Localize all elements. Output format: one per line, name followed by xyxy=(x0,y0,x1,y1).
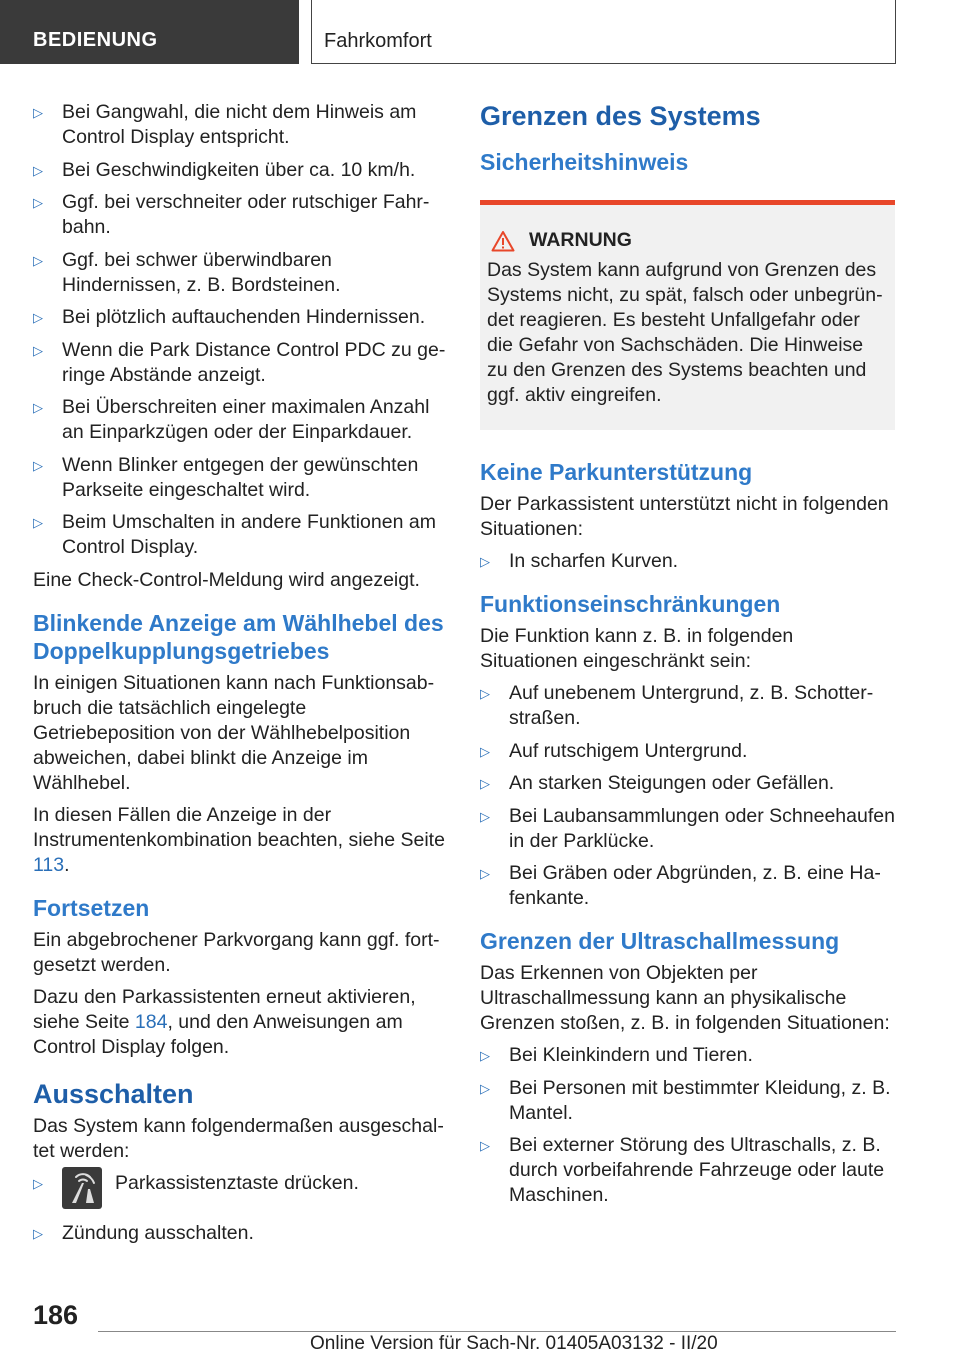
list-item: ▷ Ggf. bei schwer überwindbaren Hindernissen, z. B. Bordsteinen. xyxy=(33,248,341,296)
warning-triangle-icon xyxy=(491,230,515,252)
triangle-bullet-icon: ▷ xyxy=(480,1048,490,1063)
sicherheit-heading: Sicherheitshinweis xyxy=(480,149,689,175)
list-item: ▷ Bei plötzlich auftauchenden Hindernissen. xyxy=(33,306,426,328)
page-link-113[interactable]: 113 xyxy=(33,853,65,876)
keine-paragraph: Der Parkassistent unterstützt nicht in folgenden Situationen: xyxy=(480,493,889,540)
list-item: ▷ Bei Kleinkindern und Tieren. xyxy=(480,1044,753,1066)
blink-paragraph: In einigen Situationen kann nach Funktionsabbruch die tatsächlich eingelegte Getriebeposition von der Wählhebelposition abweichen, dabei blinkt die Anzeige im Wählhebel. xyxy=(33,671,435,794)
triangle-bullet-icon: ▷ xyxy=(33,400,43,415)
list-item: ▷ Bei Geschwindigkeiten über ca. 10 km/h. xyxy=(33,158,416,181)
triangle-bullet-icon: ▷ xyxy=(33,195,43,210)
triangle-bullet-icon: ▷ xyxy=(480,1080,490,1096)
triangle-bullet-icon: ▷ xyxy=(33,1175,43,1191)
left-column xyxy=(33,100,448,1253)
blink-paragraph-2: In diesen Fällen die Anzeige in der Instrumentenkombination beachten, siehe Seite 113. xyxy=(33,803,445,876)
list-item: ▷ Parkassistenztaste drücken. xyxy=(33,1171,448,1209)
triangle-bullet-icon: ▷ xyxy=(480,686,490,701)
triangle-bullet-icon: ▷ xyxy=(480,866,490,881)
triangle-bullet-icon: ▷ xyxy=(33,1225,43,1241)
triangle-bullet-icon: ▷ xyxy=(33,342,43,358)
list-item: ▷ Bei Gräben oder Abgründen, z. B. eine Hafenkante. xyxy=(480,862,881,909)
fortsetzen-paragraph: Ein abgebrochener Parkvorgang kann ggf. fortgesetzt werden. xyxy=(33,928,440,976)
park-assist-button-icon xyxy=(62,1167,102,1209)
warning-title: WARNUNG xyxy=(529,229,632,251)
triangle-bullet-icon: ▷ xyxy=(33,105,43,120)
ultraschall-list xyxy=(480,1043,895,1208)
list-item: ▷ Auf unebenem Untergrund, z. B. Schotterstraßen. xyxy=(480,682,874,729)
list-item: ▷ Bei Überschreiten einer maximalen Anzahl an Einparkzügen oder der Einparkdauer. xyxy=(33,396,430,443)
chapter-title: Fahrkomfort xyxy=(324,30,432,52)
triangle-bullet-icon: ▷ xyxy=(33,252,43,268)
list-item: ▷ Wenn Blinker entgegen der gewünschten Parkseite eingeschaltet wird. xyxy=(33,453,419,501)
page-link-184[interactable]: 184 xyxy=(134,1010,168,1033)
footer-divider xyxy=(98,1331,896,1332)
list-item: ▷ Beim Umschalten in andere Funktionen am Control Display. xyxy=(33,511,436,558)
triangle-bullet-icon: ▷ xyxy=(480,743,490,759)
section-title: BEDIENUNG xyxy=(33,29,158,51)
grenzen-heading: Grenzen des Systems xyxy=(480,101,761,131)
keine-heading: Keine Parkunterstützung xyxy=(480,459,753,485)
list-item: ▷ Bei Laubansammlungen oder Schneehaufen in der Parklücke. xyxy=(480,804,895,852)
list-item: ▷ Ggf. bei verschneiter oder rutschiger Fahrbahn. xyxy=(33,191,430,238)
fortsetzen-heading: Fortsetzen xyxy=(33,894,150,921)
ausschalten-paragraph: Das System kann folgendermaßen ausgeschaltet werden: xyxy=(33,1114,444,1162)
list-item: ▷ In scharfen Kurven. xyxy=(480,550,679,572)
ausschalten-heading: Ausschalten xyxy=(33,1078,194,1109)
ausschalten-list xyxy=(33,1171,448,1246)
triangle-bullet-icon: ▷ xyxy=(33,457,43,473)
warning-box xyxy=(480,200,895,430)
footer-text: Online Version für Sach-Nr. 01405A03132 - II/20 xyxy=(310,1333,718,1354)
ultraschall-heading: Grenzen der Ultraschallmessung xyxy=(480,928,840,954)
list-item: ▷ Bei Gangwahl, die nicht dem Hinweis am Control Display entspricht. xyxy=(33,101,417,148)
list-item: ▷ An starken Steigungen oder Gefällen. xyxy=(480,772,835,794)
funktion-list xyxy=(480,681,895,911)
section-tab xyxy=(0,0,299,64)
blink-heading: Blinkende Anzeige am Wählhebel des Doppelkupplungsgetriebes xyxy=(33,609,444,664)
right-column xyxy=(480,100,895,1216)
keine-list xyxy=(480,549,895,574)
page-number: 186 xyxy=(33,1300,79,1330)
check-control-text: Eine Check-Control-Meldung wird angezeigt. xyxy=(33,568,420,591)
funktion-heading: Funktionseinschränkungen xyxy=(480,591,781,617)
list-item: ▷ Bei externer Störung des Ultraschalls, z. B. durch vorbeifahrende Fahrzeuge oder laute Maschinen. xyxy=(480,1134,885,1206)
list-item: ▷ Zündung ausschalten. xyxy=(33,1221,254,1244)
list-item: ▷ Bei Personen mit bestimmter Kleidung, z. B. Mantel. xyxy=(480,1076,891,1124)
triangle-bullet-icon: ▷ xyxy=(480,776,490,791)
list-item: ▷ Wenn die Park Distance Control PDC zu geringe Abstände anzeigt. xyxy=(33,338,446,386)
triangle-bullet-icon: ▷ xyxy=(480,554,490,569)
triangle-bullet-icon: ▷ xyxy=(480,808,490,824)
funktion-paragraph: Die Funktion kann z. B. in folgenden Situationen eingeschränkt sein: xyxy=(480,625,794,672)
triangle-bullet-icon: ▷ xyxy=(480,1138,490,1153)
triangle-bullet-icon: ▷ xyxy=(33,162,43,178)
fortsetzen-paragraph-2: Dazu den Parkassistenten erneut aktivieren, siehe Seite 184, und den Anweisungen am Control Display folgen. xyxy=(33,985,416,1058)
triangle-bullet-icon: ▷ xyxy=(33,310,43,325)
abort-conditions-list xyxy=(33,100,448,560)
warning-text: Das System kann aufgrund von Grenzen des Systems nicht, zu spät, falsch oder unbegründet reagieren. Es besteht Unfallgefahr oder die Gefahr von Sachschäden. Die Hinweise zu den Grenzen des Systems beachten und ggf. aktiv eingreifen. xyxy=(487,259,883,406)
list-item: ▷ Auf rutschigem Untergrund. xyxy=(480,739,748,762)
ultraschall-paragraph: Das Erkennen von Objekten per Ultraschallmessung kann an physikalische Grenzen stoßen, z. B. in folgenden Situationen: xyxy=(480,962,890,1034)
warning-header xyxy=(487,229,887,252)
triangle-bullet-icon: ▷ xyxy=(33,515,43,530)
